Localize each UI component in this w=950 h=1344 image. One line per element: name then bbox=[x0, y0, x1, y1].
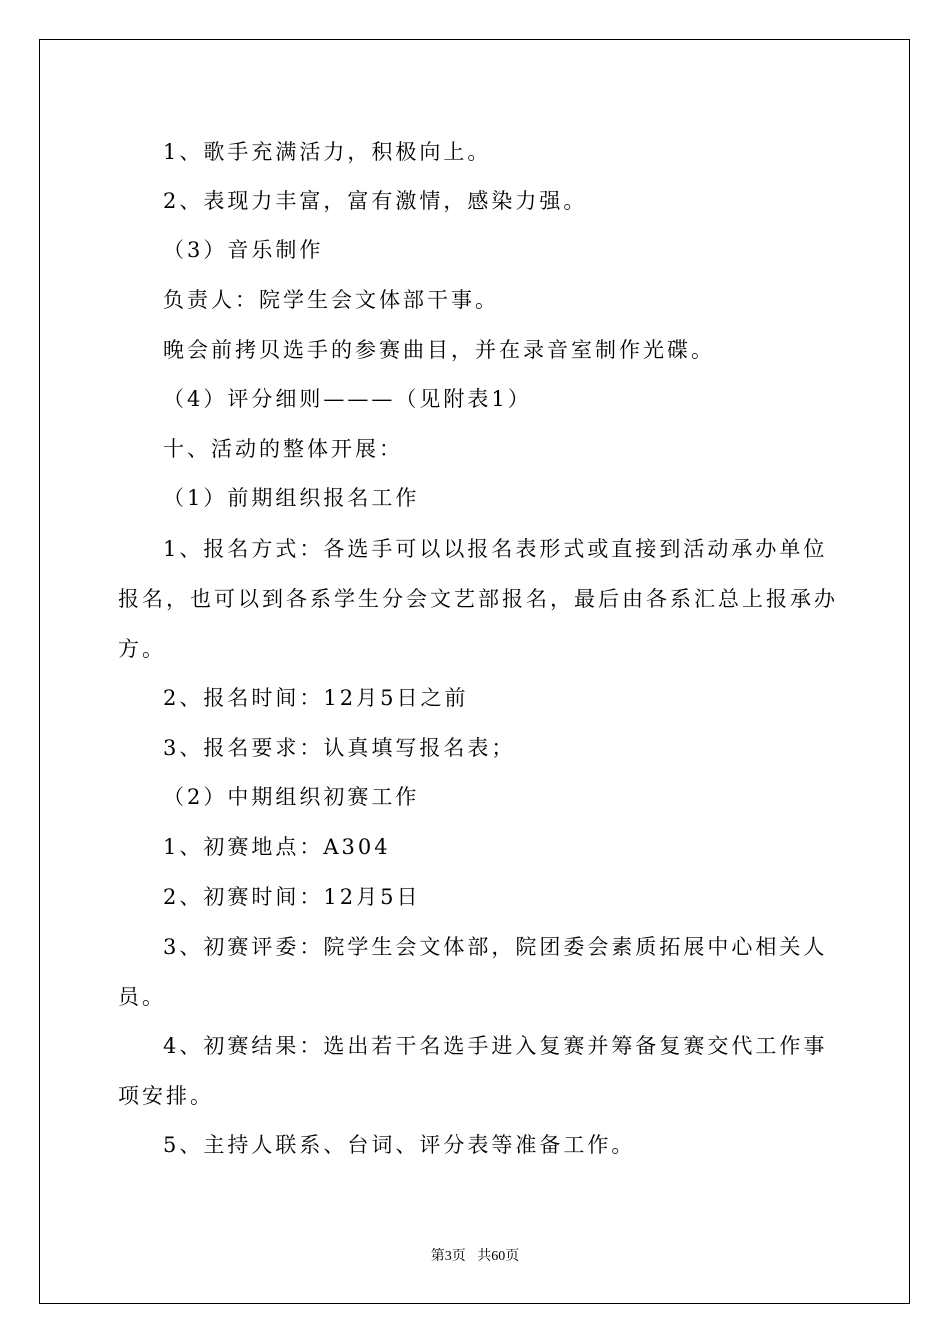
page-footer bbox=[0, 1248, 950, 1266]
section-heading: （4）评分细则———（见附表1） bbox=[163, 387, 532, 411]
paragraph-line: 4、初赛结果：选出若干名选手进入复赛并筹备复赛交代工作事 bbox=[163, 1034, 828, 1058]
section-heading: （2）中期组织初赛工作 bbox=[163, 785, 420, 809]
page-border bbox=[39, 39, 910, 1304]
paragraph-line: 2、表现力丰富，富有激情，感染力强。 bbox=[163, 189, 588, 213]
paragraph-line: 方。 bbox=[118, 637, 166, 661]
paragraph-line: 3、初赛评委：院学生会文体部，院团委会素质拓展中心相关人 bbox=[163, 935, 828, 959]
section-heading: （3）音乐制作 bbox=[163, 238, 324, 262]
paragraph-line: 1、歌手充满活力，积极向上。 bbox=[163, 140, 492, 164]
paragraph-line: 2、报名时间：12月5日之前 bbox=[163, 686, 469, 710]
paragraph-line: 5、主持人联系、台词、评分表等准备工作。 bbox=[163, 1133, 636, 1157]
section-heading: 十、活动的整体开展： bbox=[163, 437, 403, 461]
paragraph-line: 2、初赛时间：12月5日 bbox=[163, 885, 421, 909]
paragraph-line: 1、报名方式：各选手可以以报名表形式或直接到活动承办单位 bbox=[163, 537, 828, 561]
paragraph-line: 员。 bbox=[118, 985, 166, 1009]
paragraph-line: 报名，也可以到各系学生分会文艺部报名，最后由各系汇总上报承办 bbox=[118, 587, 838, 611]
paragraph-line: 项安排。 bbox=[118, 1084, 214, 1108]
paragraph-line: 1、初赛地点：A304 bbox=[163, 835, 391, 859]
page-number: 第3页 bbox=[430, 1249, 466, 1264]
paragraph-line: 3、报名要求：认真填写报名表； bbox=[163, 736, 516, 760]
page-total: 共60页 bbox=[477, 1249, 520, 1264]
paragraph-line: 晚会前拷贝选手的参赛曲目，并在录音室制作光碟。 bbox=[163, 338, 715, 362]
section-heading: （1）前期组织报名工作 bbox=[163, 486, 420, 510]
paragraph-line: 负责人：院学生会文体部干事。 bbox=[163, 288, 499, 312]
